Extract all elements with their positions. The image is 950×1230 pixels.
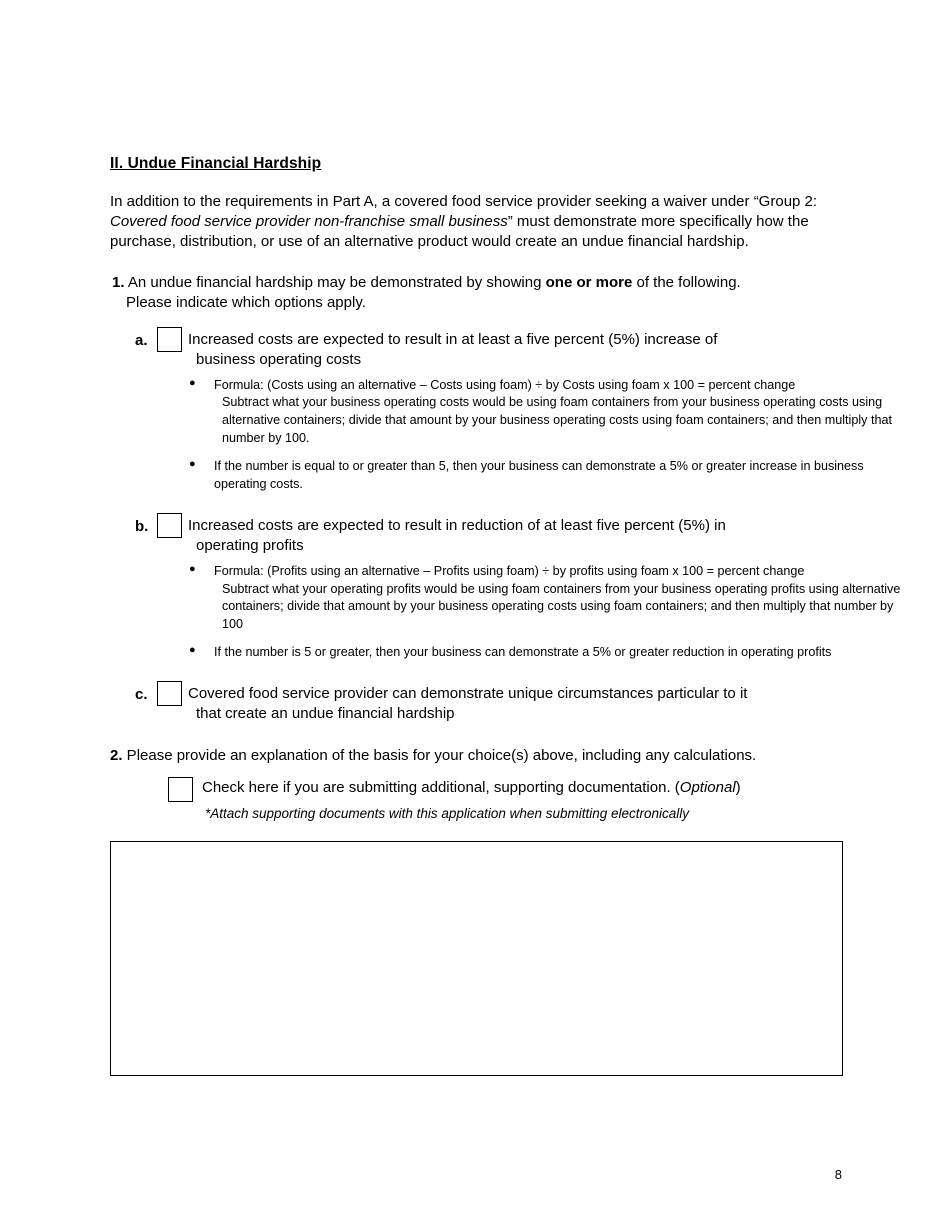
optional-text-2: ) [735, 778, 741, 796]
optional-italic: Optional [679, 778, 736, 796]
checkbox-option-c[interactable] [157, 681, 182, 706]
option-b[interactable] [110, 513, 845, 556]
list-item [185, 563, 914, 635]
option-b-bullets [110, 563, 901, 662]
list-item [185, 377, 914, 449]
checkbox-supporting-documentation[interactable] [168, 777, 193, 802]
page-title: II. Undue Financial Hardship [110, 155, 322, 172]
option-a-line1: Increased costs are expected to result in at least a five percent (5%) increase of [188, 330, 718, 348]
question-1-text-2: of the following. [632, 273, 741, 291]
question-1 [110, 273, 852, 313]
option-b-line1: Increased costs are expected to result in reduction of at least five percent (5%) in [188, 516, 726, 534]
option-b-line2: operating profits [196, 536, 304, 554]
option-c[interactable] [110, 681, 845, 724]
question-2-number: 2. [110, 746, 123, 764]
option-a-bullet-2-main: If the number is equal to or greater than 5, then your business can demonstrate a 5% or greater increase in business operating costs. [214, 459, 864, 491]
option-b-letter: b. [135, 517, 149, 535]
option-c-line1: Covered food service provider can demonstrate unique circumstances particular to it [188, 685, 748, 703]
option-b-bullet-2-main: If the number is 5 or greater, then your business can demonstrate a 5% or greater reduction in operating profits [214, 645, 832, 660]
intro-text-2: ” must demonstrate more specifically how the purchase, distribution, or use of an alternative product would create an undue financial hardship. [110, 212, 809, 250]
question-1-bold: one or more [545, 273, 633, 291]
option-b-bullet-1-main: Formula: (Profits using an alternative – Profits using foam) ÷ by profits using foam x 100 = percent change [214, 563, 805, 578]
question-2 [110, 746, 840, 766]
page-number: 8 [834, 1167, 842, 1182]
option-c-text [182, 681, 845, 724]
option-a-text [182, 327, 845, 370]
optional-text-1: Check here if you are submitting additional, supporting documentation. ( [202, 778, 680, 796]
checkbox-option-a[interactable] [157, 327, 182, 352]
option-a-line2: business operating costs [196, 350, 362, 368]
question-1-number: 1. [112, 273, 125, 291]
checkbox-option-b[interactable] [157, 513, 182, 538]
option-b-text [182, 513, 845, 556]
list-item [185, 458, 914, 494]
attach-note: *Attach supporting documents with this application when submitting electronically [205, 805, 690, 821]
option-a-bullet-1-main: Formula: (Costs using an alternative – Costs using foam) ÷ by Costs using foam x 100 = percent change [214, 377, 796, 392]
option-a-bullet-1-sub: Subtract what your business operating costs would be using foam containers from your business operating costs using alternative containers; divide that amount by your business operating costs using foam containers; and then multiply that number by 100. [222, 395, 892, 446]
explanation-textarea[interactable] [110, 841, 843, 1076]
list-item [185, 644, 914, 662]
optional-documentation-row[interactable] [110, 776, 845, 802]
option-c-line2: that create an undue financial hardship [196, 705, 455, 722]
option-c-letter: c. [135, 686, 148, 704]
question-1-text-1: An undue financial hardship may be demonstrated by showing [124, 273, 546, 291]
option-a-bullets [110, 377, 892, 494]
intro-italic-phrase: Covered food service provider non-franchise small business [110, 212, 508, 230]
question-1-line2: Please indicate which options apply. [126, 293, 366, 311]
intro-text-1: In addition to the requirements in Part A, a covered food service provider seeking a waiver under “Group 2: [110, 193, 818, 210]
option-b-bullet-1-sub: Subtract what your operating profits would be using foam containers from your business operating profits using alternative containers; divide that amount by your business operating costs using foam containers; and then multiply that number by 100 [222, 581, 901, 632]
option-a[interactable] [110, 327, 845, 370]
option-a-letter: a. [135, 331, 148, 349]
optional-documentation-label [193, 776, 741, 796]
question-2-text: Please provide an explanation of the basis for your choice(s) above, including any calculations. [122, 746, 757, 764]
intro-paragraph [110, 192, 840, 252]
